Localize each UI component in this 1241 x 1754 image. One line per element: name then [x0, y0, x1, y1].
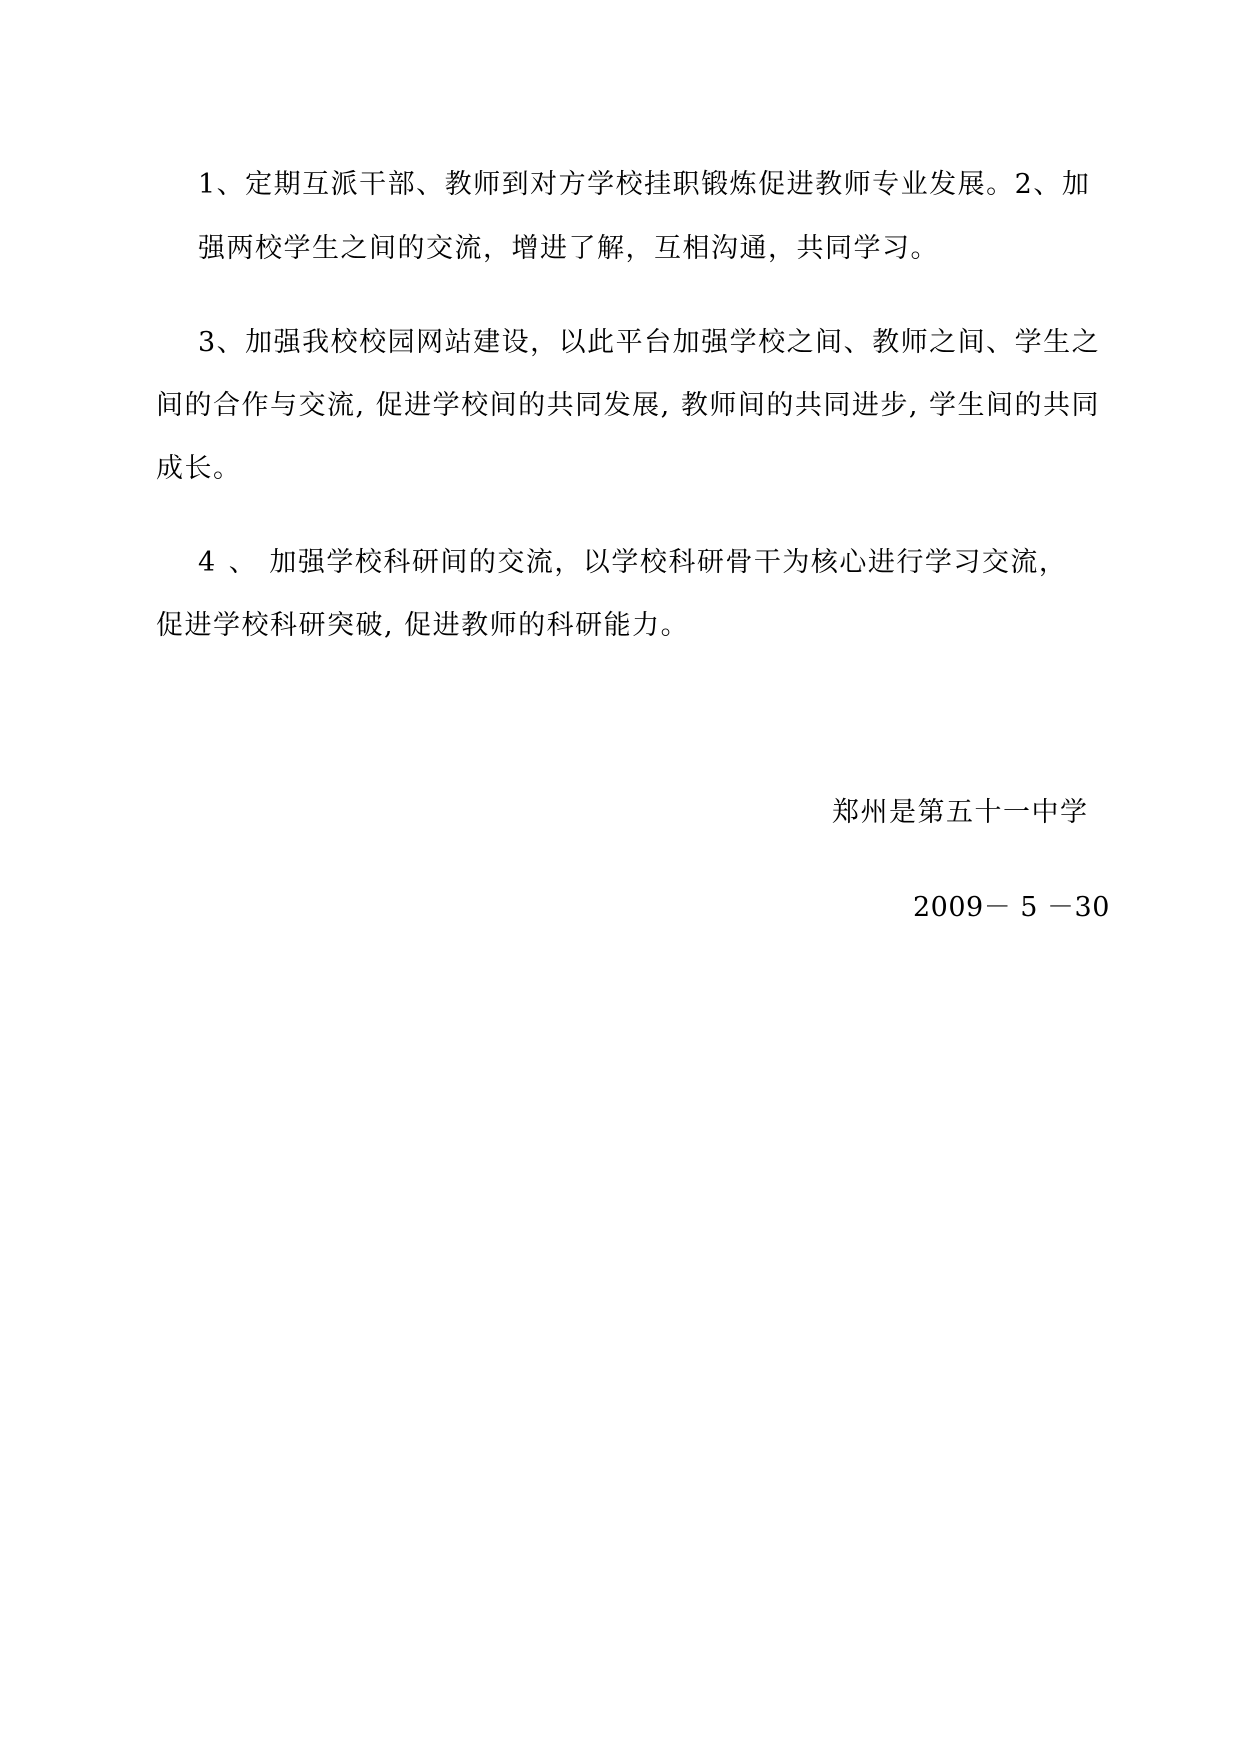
- paragraph-line: 促进学校科研突破, 促进教师的科研能力。: [156, 610, 690, 641]
- paragraph-line: 3、加强我校校园网站建设，以此平台加强学校之间、教师之间、学生之: [198, 327, 1101, 358]
- signature-date: 2009－ 5 －30: [913, 892, 1110, 923]
- paragraph-line: 成长。: [156, 453, 242, 484]
- signature-organization: 郑州是第五十一中学: [832, 797, 1089, 828]
- paragraph-line: 1、定期互派干部、教师到对方学校挂职锻炼促进教师专业发展。2、加: [198, 169, 1091, 200]
- paragraph-line: 4 、 加强学校科研间的交流，以学校科研骨干为核心进行学习交流，: [198, 547, 1068, 578]
- paragraph-line: 强两校学生之间的交流，增进了解，互相沟通，共同学习。: [198, 233, 939, 264]
- paragraph-line: 间的合作与交流, 促进学校间的共同发展, 教师间的共同进步, 学生间的共同: [156, 390, 1100, 421]
